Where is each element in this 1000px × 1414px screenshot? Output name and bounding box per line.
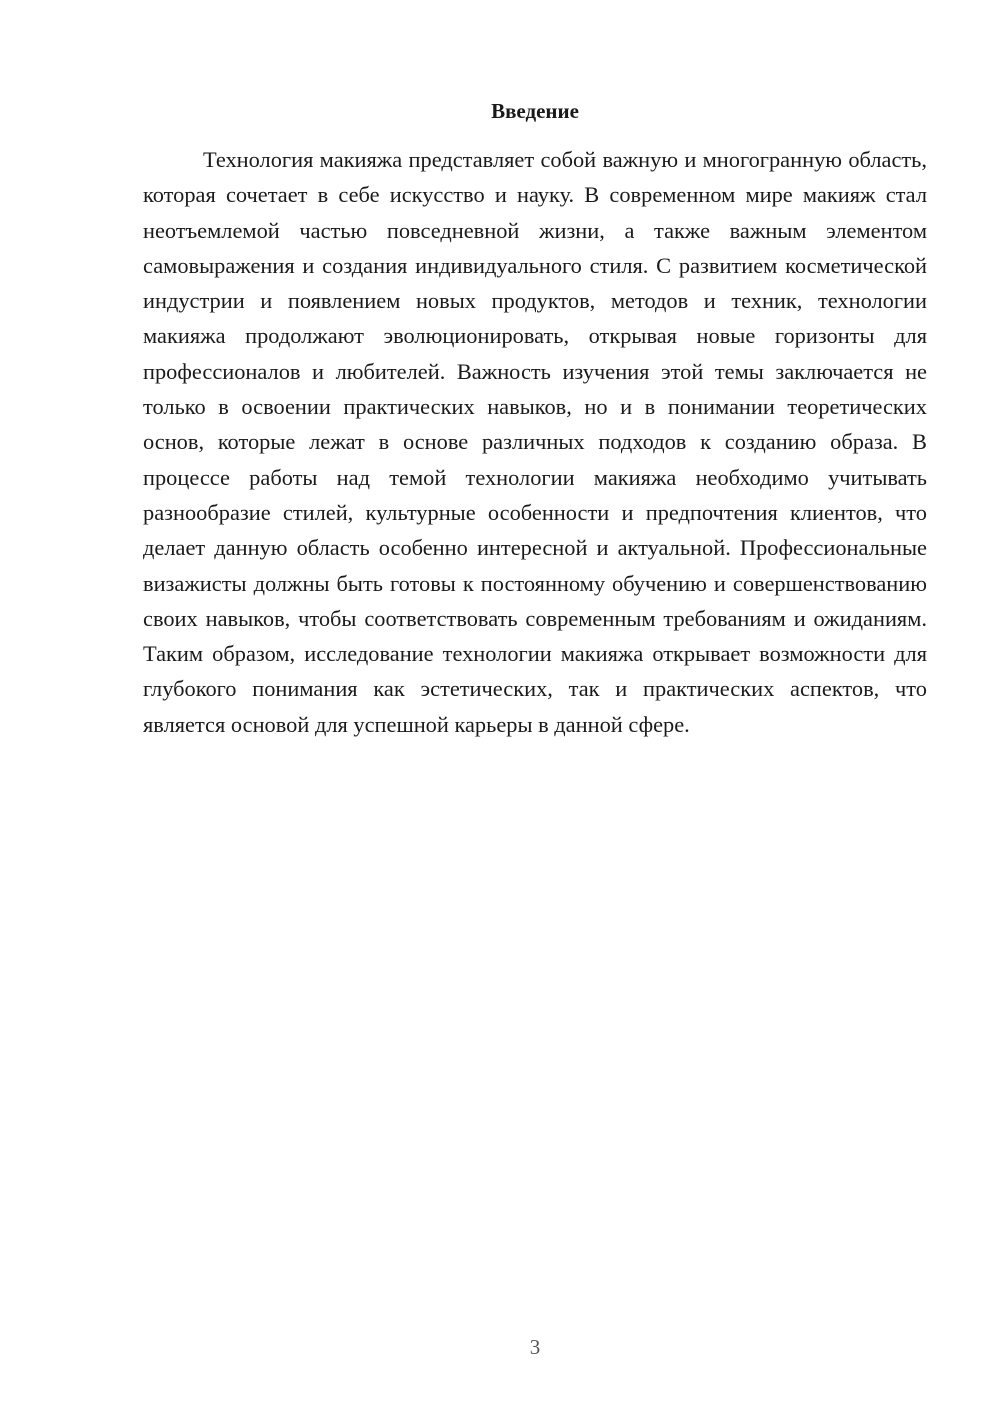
page-number: 3 xyxy=(529,1335,541,1359)
section-title: Введение xyxy=(491,99,579,123)
body-paragraph: Технология макияжа представляет собой важную и многогранную область, которая сочетает в себе искусство и науку. В современном мире макияж стал неотъемлемой частью повседневной жизни, а также важным элементом самовыражения и создания индивидуального стиля. С развитием косметической индустрии и появлением новых продуктов, методов и техник, технологии макияжа продолжают эволюционировать, открывая новые горизонты для профессионалов и любителей. Важность изучения этой темы заключается не только в освоении практических навыков, но и в понимании теоретических основ, которые лежат в основе различных подходов к созданию образа. В процессе работы над темой технологии макияжа необходимо учитывать разнообразие стилей, культурные особенности и предпочтения клиентов, что делает данную область особенно интересной и актуальной. Профессиональные визажисты должны быть готовы к постоянному обучению и совершенствованию своих навыков, чтобы соответствовать современным требованиям и ожиданиям. Таким образом, исследование технологии макияжа открывает возможности для глубокого понимания как эстетических, так и практических аспектов, что является основой для успешной карьеры в данной сфере. xyxy=(143,147,927,737)
